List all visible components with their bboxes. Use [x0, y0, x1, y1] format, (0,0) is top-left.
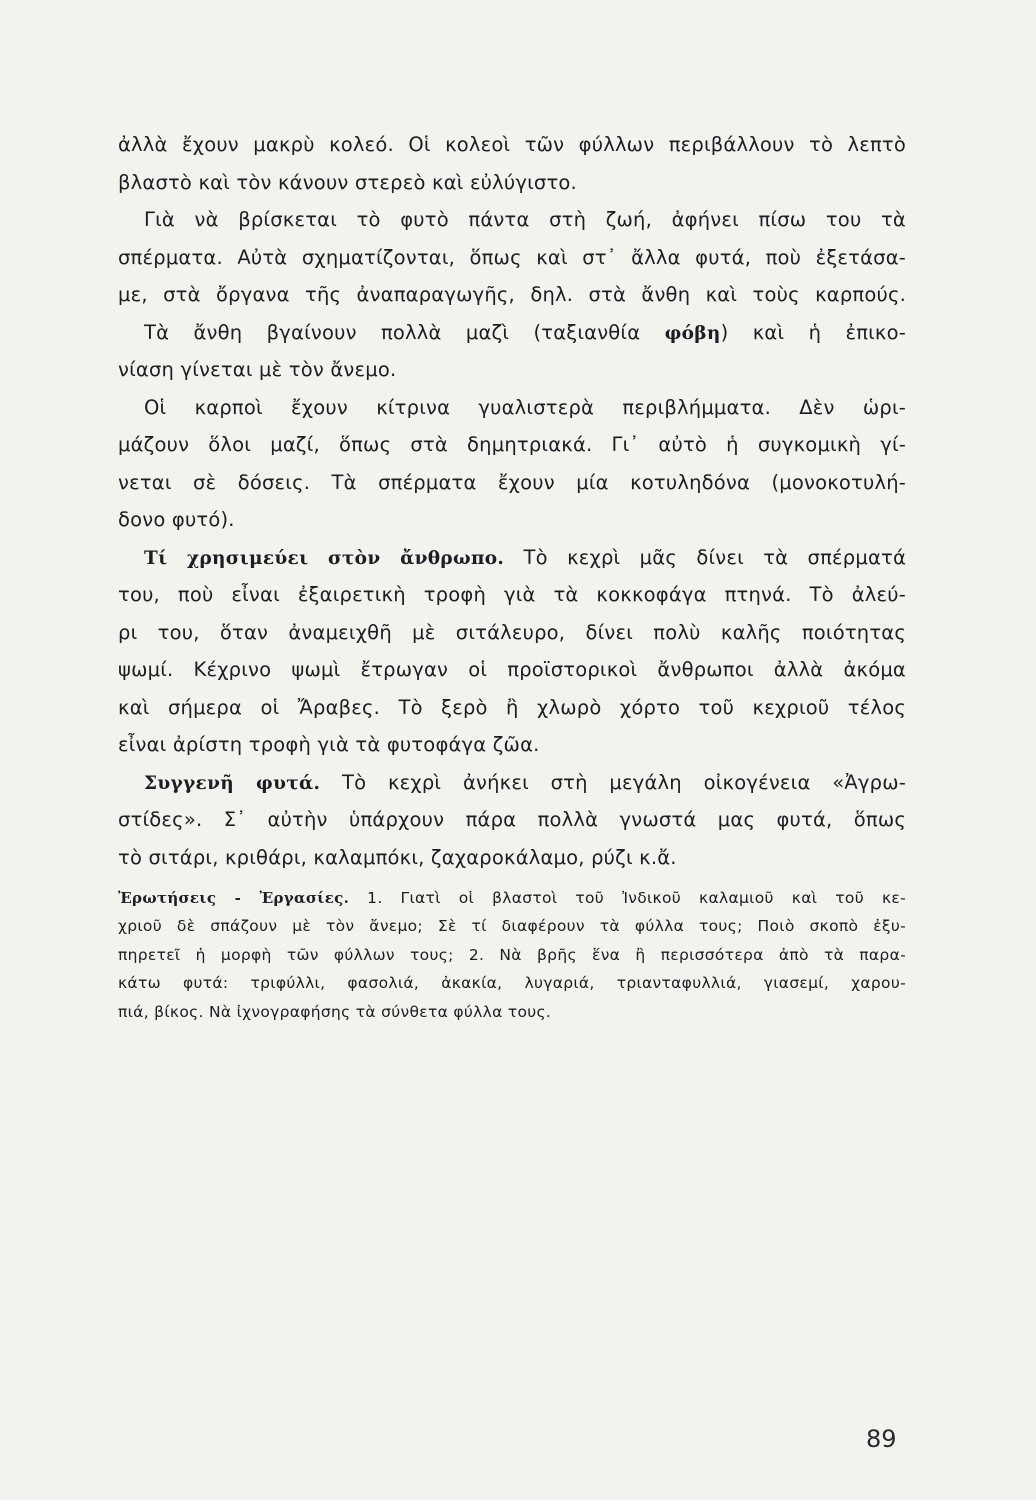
inline-text: Τὰ ἄνθη βγαίνουν πολλὰ μαζὶ (ταξιανθία [144, 320, 641, 344]
question-line: πηρετεῖ ἡ μορφὴ τῶν φύλλων τους; 2. Νὰ βρῆς ἕνα ἢ περισσότερα ἀπὸ τὰ παρα- [118, 945, 906, 964]
text-line: με, στὰ ὄργανα τῆς ἀναπαραγωγῆς, δηλ. στὰ ἄνθη καὶ τοὺς καρπούς. [118, 283, 906, 306]
inline-text: 1. Γιατὶ οἱ βλαστοὶ τοῦ Ἰνδικοῦ καλαμιοῦ καὶ τοῦ κε- [367, 889, 907, 907]
text-block [118, 126, 906, 1026]
question-line: χριοῦ δὲ σπάζουν μὲ τὸν ἄνεμο; Σὲ τί διαφέρουν τὰ φύλλα τους; Ποιὸ σκοπὸ ἐξυ- [118, 917, 906, 936]
question-line: πιά, βίκος. Νὰ ἰχνογραφήσης τὰ σύνθετα φύλλα τους. [118, 1002, 552, 1021]
text-line: εἶναι ἀρίστη τροφὴ γιὰ τὰ φυτοφάγα ζῶα. [118, 733, 540, 756]
text-line [118, 764, 906, 802]
section-heading: Συγγενῆ φυτά. [144, 772, 321, 794]
text-line: Οἱ καρποὶ ἔχουν κίτρινα γυαλιστερὰ περιβλήμματα. Δὲν ὡρι- [144, 395, 906, 419]
text-line: μάζουν ὅλοι μαζί, ὅπως στὰ δημητριακά. Γι᾽ αὐτὸ ἡ συγκομικὴ γί- [118, 433, 906, 456]
page-number: 89 [866, 1425, 897, 1453]
section-heading: Τί χρησιμεύει στὸν ἄνθρωπο. [144, 547, 505, 569]
text-line: ἀλλὰ ἔχουν μακρὺ κολεό. Οἱ κολεοὶ τῶν φύλλων περιβάλλουν τὸ λεπτὸ [118, 133, 906, 156]
text-line [118, 314, 906, 352]
bold-term: φόβη [664, 322, 721, 344]
text-line: καὶ σήμερα οἱ Ἄραβες. Τὸ ξερὸ ἢ χλωρὸ χόρτο τοῦ κεχριοῦ τέλος [118, 695, 906, 719]
question-line [118, 884, 906, 912]
text-line: βλαστὸ καὶ τὸν κάνουν στερεὸ καὶ εὐλύγιστο. [118, 170, 577, 194]
text-line: Γιὰ νὰ βρίσκεται τὸ φυτὸ πάντα στὴ ζωή, ἀφήνει πίσω του τὰ [144, 208, 906, 231]
text-line: ρι του, ὅταν ἀναμειχθῆ μὲ σιτάλευρο, δίνει πολὺ καλῆς ποιότητας [118, 620, 906, 644]
text-line: νεται σὲ δόσεις. Τὰ σπέρματα ἔχουν μία κοτυληδόνα (μονοκοτυλή- [118, 470, 906, 494]
text-line: του, ποὺ εἶναι ἐξαιρετικὴ τροφὴ γιὰ τὰ κοκκοφάγα πτηνά. Τὸ ἀλεύ- [118, 583, 906, 606]
questions-heading: Ἐρωτήσεις - Ἐργασίες. [118, 889, 350, 907]
question-line: κάτω φυτά: τριφύλλι, φασολιά, ἀκακία, λυγαριά, τριανταφυλλιά, γιασεμί, χαρου- [118, 974, 906, 993]
inline-text: ) καὶ ἡ ἐπικο- [720, 320, 906, 344]
questions-block [118, 884, 906, 1026]
text-line: δονο φυτό). [118, 508, 235, 531]
inline-text: Τὸ κεχρὶ ἀνήκει στὴ μεγάλη οἰκογένεια «Ἀγρω- [341, 770, 906, 794]
text-line: νίαση γίνεται μὲ τὸν ἄνεμο. [118, 358, 397, 381]
inline-text: Τὸ κεχρὶ μᾶς δίνει τὰ σπέρματά [523, 545, 906, 569]
text-line: ψωμί. Κέχρινο ψωμὶ ἔτρωγαν οἱ προϊστορικοὶ ἄνθρωποι ἀλλὰ ἀκόμα [118, 658, 906, 681]
text-line [118, 539, 906, 577]
text-line: τὸ σιτάρι, κριθάρι, καλαμπόκι, ζαχαροκάλαμο, ρύζι κ.ἄ. [118, 845, 677, 869]
text-line: σπέρματα. Αὐτὰ σχηματίζονται, ὅπως καὶ στ᾽ ἄλλα φυτά, ποὺ ἐξετάσα- [118, 245, 906, 269]
text-line: στίδες». Σ᾽ αὐτὴν ὑπάρχουν πάρα πολλὰ γνωστά μας φυτά, ὅπως [118, 808, 906, 831]
